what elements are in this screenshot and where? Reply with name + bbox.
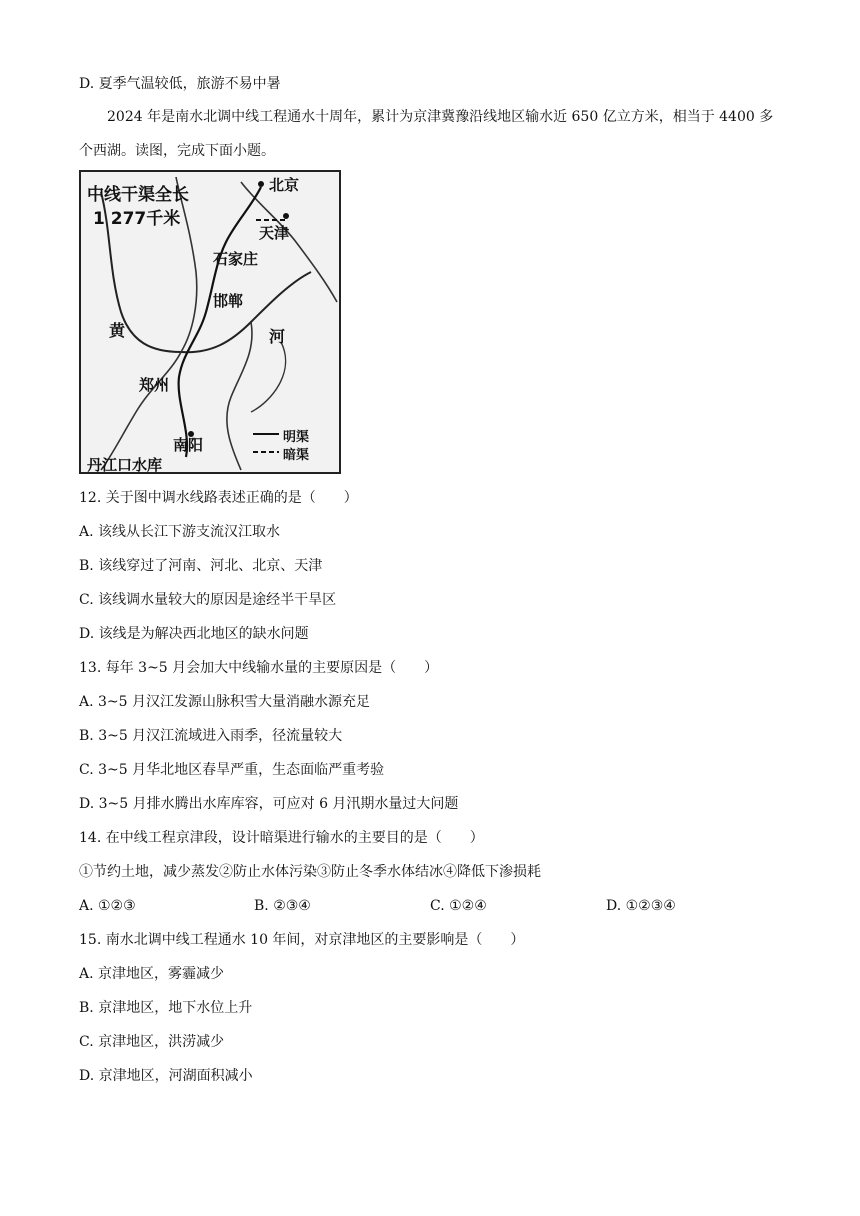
label-shijiazhuang: 石家庄 [213,250,259,268]
q12-option-a: A. 该线从长江下游支流汉江取水 [79,524,281,540]
q13-option-b: B. 3~5 月汉江流域进入雨季，径流量较大 [79,728,343,744]
q14-option-d: D. ①②③④ [606,898,676,914]
boundary-line-4 [227,322,252,470]
q15-option-b: B. 京津地区，地下水位上升 [79,1000,253,1016]
q14-stem: 14. 在中线工程京津段，设计暗渠进行输水的主要目的是（ ） [79,830,484,846]
q12-option-b: B. 该线穿过了河南、河北、北京、天津 [79,558,323,574]
legend-open-label: 明渠 [283,430,310,445]
q14-option-a: A. ①②③ [79,898,136,914]
map-title-line2: 1 277千米 [93,209,181,229]
label-nanyang: 南阳 [173,436,204,454]
route-map [79,170,341,474]
q14-option-b: B. ②③④ [254,898,311,914]
q13-option-c: C. 3~5 月华北地区春旱严重，生态面临严重考验 [79,762,385,778]
map-title-line1: 中线干渠全长 [87,185,189,205]
open-canal-line [179,187,261,457]
tianjin-dot [283,213,289,219]
q15-option-c: C. 京津地区，洪涝减少 [79,1034,225,1050]
q12-option-d: D. 该线是为解决西北地区的缺水问题 [79,626,309,642]
previous-option-d: D. 夏季气温较低，旅游不易中暑 [79,76,281,92]
beijing-dot [258,181,264,187]
boundary-line-3 [101,352,181,470]
q15-stem: 15. 南水北调中线工程通水 10 年间，对京津地区的主要影响是（ ） [79,932,525,948]
label-tianjin: 天津 [259,224,290,242]
label-beijing: 北京 [269,176,300,194]
q15-option-a: A. 京津地区，雾霾减少 [79,966,225,982]
label-river-huang: 黄 [109,321,126,340]
q14-option-c: C. ①②④ [430,898,487,914]
q12-option-c: C. 该线调水量较大的原因是途经半干旱区 [79,592,337,608]
label-reservoir: 丹江口水库 [87,456,163,474]
q12-stem: 12. 关于图中调水线路表述正确的是（ ） [79,490,358,506]
q13-stem: 13. 每年 3~5 月会加大中线输水量的主要原因是（ ） [79,660,439,676]
label-handan: 邯郸 [213,292,244,310]
label-zhengzhou: 郑州 [139,376,170,394]
q14-options-line: ①节约土地，减少蒸发②防止水体污染③防止冬季水体结冰④降低下渗损耗 [79,864,541,880]
q15-option-d: D. 京津地区，河湖面积减小 [79,1068,253,1084]
boundary-line-5 [251,342,286,412]
label-river-he: 河 [269,327,286,346]
q13-option-a: A. 3~5 月汉江发源山脉积雪大量消融水源充足 [79,694,371,710]
legend-hidden-label: 暗渠 [283,448,310,463]
intro-paragraph: 2024 年是南水北调中线工程通水十周年，累计为京津冀豫沿线地区输水近 650 亿立方米，相当于 4400 多个西湖。读图，完成下面小题。 [79,109,774,159]
q13-option-d: D. 3~5 月排水腾出水库库容，可应对 6 月汛期水量过大问题 [79,796,459,812]
